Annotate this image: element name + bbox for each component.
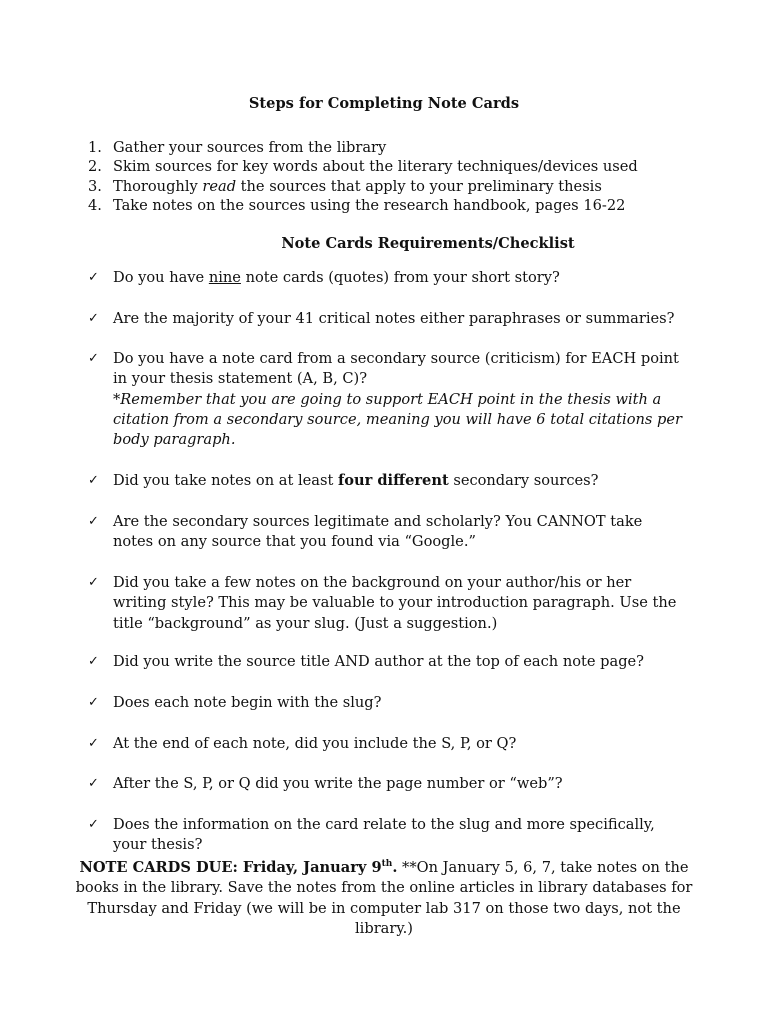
due-date-period: .	[392, 859, 398, 876]
checkmark-icon: ✓	[88, 695, 99, 710]
text-part: Do you have	[113, 269, 209, 286]
checkmark-icon: ✓	[88, 736, 99, 751]
checkmark-icon: ✓	[88, 817, 99, 832]
step-text	[113, 196, 625, 215]
step-text-emphasis: read	[202, 177, 237, 195]
checklist-text: Are the majority of your 41 critical notes either paraphrases or summaries?	[113, 310, 675, 327]
checkmark-icon: ✓	[88, 351, 99, 366]
checklist-text: Does the information on the card relate to the slug and more specifically, your thesis?	[113, 816, 655, 854]
checkmark-icon: ✓	[88, 776, 99, 791]
checklist-text: Did you write the source title AND author at the top of each note page?	[113, 653, 645, 670]
bold-phrase: four different	[337, 472, 449, 489]
step-text	[113, 157, 638, 176]
checklist-text	[113, 268, 683, 288]
step-text-part: Take notes on the sources using the research handbook, pages 16-22	[113, 196, 626, 214]
ordinal-suffix: th	[381, 859, 393, 870]
text-part: Do you have a note card from a secondary source (criticism) for EACH point in your thesis statement (A, B, C)?	[113, 350, 679, 388]
checklist-text	[113, 349, 683, 450]
text-part: secondary sources?	[448, 472, 599, 489]
checkmark-icon: ✓	[88, 575, 99, 590]
due-date-label: NOTE CARDS DUE: Friday, January 9	[79, 859, 382, 876]
checkmark-icon: ✓	[88, 270, 99, 285]
step-text-part: Thoroughly	[113, 177, 203, 195]
asterisk: *	[113, 390, 121, 408]
step-text	[113, 177, 602, 196]
step-text	[113, 138, 386, 157]
checkmark-icon: ✓	[88, 473, 99, 488]
due-date-note	[60, 858, 708, 939]
step-number: 1.	[88, 139, 102, 156]
checkmark-icon: ✓	[88, 654, 99, 669]
step-number: 2.	[88, 158, 102, 176]
checkmark-icon: ✓	[88, 311, 99, 326]
checklist-text	[113, 471, 683, 491]
checklist-text: Did you take a few notes on the background on your author/his or her writing style? This may be valuable to your introduction paragraph. Use the title “background” as your slug. (Just a suggestion.)	[113, 574, 677, 632]
step-text-part: Skim sources for key words about the literary techniques/devices used	[113, 158, 638, 176]
step-text-part: the sources that apply to your preliminary thesis	[236, 177, 602, 195]
checkmark-icon: ✓	[88, 514, 99, 529]
checklist-text: After the S, P, or Q did you write the page number or “web”?	[113, 775, 563, 792]
checklist-text: Does each note begin with the slug?	[113, 694, 382, 711]
page-title: Steps for Completing Note Cards	[248, 95, 520, 112]
checklist-text: At the end of each note, did you include the S, P, or Q?	[113, 735, 517, 752]
checklist-title: Note Cards Requirements/Checklist	[281, 235, 575, 252]
due-date-details: **On January 5, 6, 7, take notes on the books in the library. Save the notes from the online articles in library databases for Thursday and Friday (we will be in computer lab 317 on those two days, not the library.)	[75, 859, 693, 937]
step-text-part: Gather your sources from the library	[113, 139, 387, 156]
text-part: Did you take notes on at least	[113, 472, 338, 489]
step-number: 4.	[88, 196, 102, 214]
checklist-text: Are the secondary sources legitimate and scholarly? You CANNOT take notes on any source that you found via “Google.”	[113, 513, 643, 551]
text-part: note cards (quotes) from your short story?	[240, 269, 560, 286]
underlined-word: nine	[208, 269, 241, 286]
step-number: 3.	[88, 177, 102, 195]
italic-note: Remember that you are going to support EACH point in the thesis with a citation from a secondary source, meaning you will have 6 total citations per body paragraph.	[113, 390, 682, 449]
